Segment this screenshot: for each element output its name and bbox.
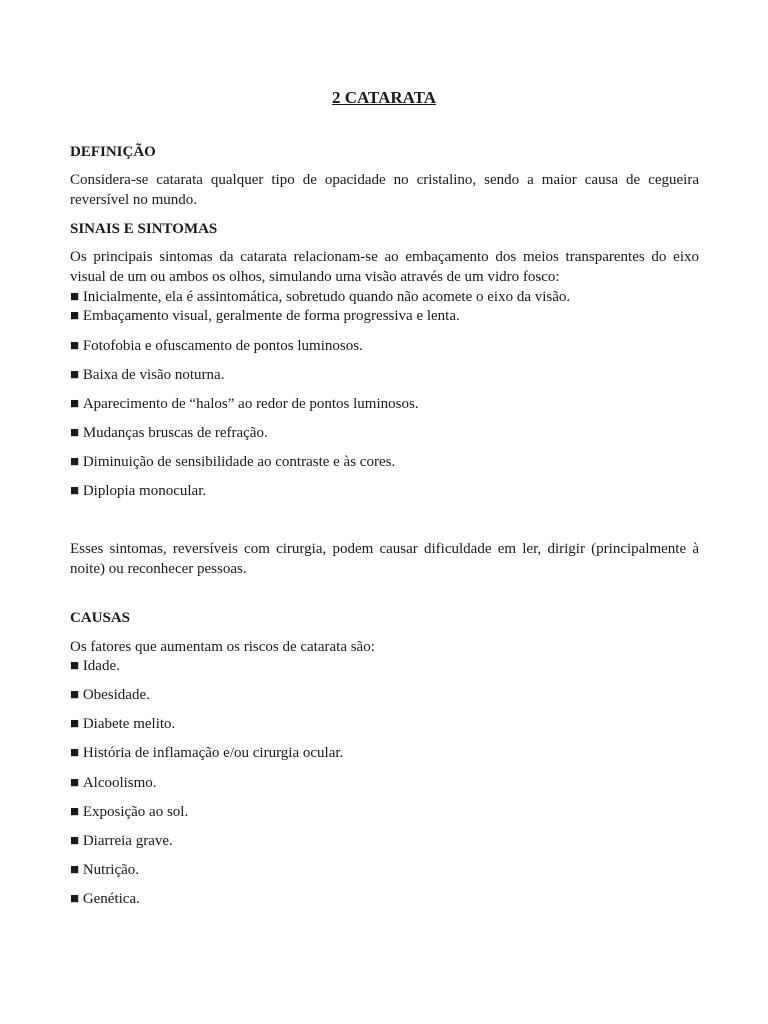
causes-item: ■ Exposição ao sol. [70,802,699,822]
causes-item: ■ Alcoolismo. [70,773,699,793]
definition-heading: DEFINIÇÃO [70,144,156,160]
causes-item: ■ Diabete melito. [70,714,699,734]
signs-heading: SINAIS E SINTOMAS [70,221,218,237]
causes-intro: Os fatores que aumentam os riscos de catarata são: [70,639,375,655]
causes-item: ■ História de inflamação e/ou cirurgia ocular. [70,743,699,763]
signs-conclusion: Esses sintomas, reversíveis com cirurgia, podem causar dificuldade em ler, dirigir (principalmente à noite) ou reconhecer pessoas. [70,541,699,577]
causes-item: ■ Nutrição. [70,860,699,880]
page-title: 2 CATARATA [331,88,437,107]
signs-item: ■ Aparecimento de “halos” ao redor de pontos luminosos. [70,394,699,414]
causes-item: ■ Idade. [70,656,699,676]
causes-item: ■ Genética. [70,889,699,909]
definition-text: Considera-se catarata qualquer tipo de opacidade no cristalino, sendo a maior causa de cegueira reversível no mundo. [70,172,699,208]
signs-intro: Os principais sintomas da catarata relacionam-se ao embaçamento dos meios transparentes do eixo visual de um ou ambos os olhos, simulando uma visão através de um vidro fosco: [70,249,699,285]
signs-item: ■ Baixa de visão noturna. [70,365,699,385]
causes-item: ■ Diarreia grave. [70,831,699,851]
signs-item: ■ Mudanças bruscas de refração. [70,423,699,443]
signs-item: ■ Diplopia monocular. [70,481,699,501]
causes-item: ■ Obesidade. [70,685,699,705]
signs-item: ■ Embaçamento visual, geralmente de forma progressiva e lenta. [70,306,699,326]
signs-item: ■ Inicialmente, ela é assintomática, sobretudo quando não acomete o eixo da visão. [70,287,699,307]
signs-item: ■ Fotofobia e ofuscamento de pontos luminosos. [70,336,699,356]
signs-item: ■ Diminuição de sensibilidade ao contraste e às cores. [70,452,699,472]
causes-heading: CAUSAS [70,610,131,626]
